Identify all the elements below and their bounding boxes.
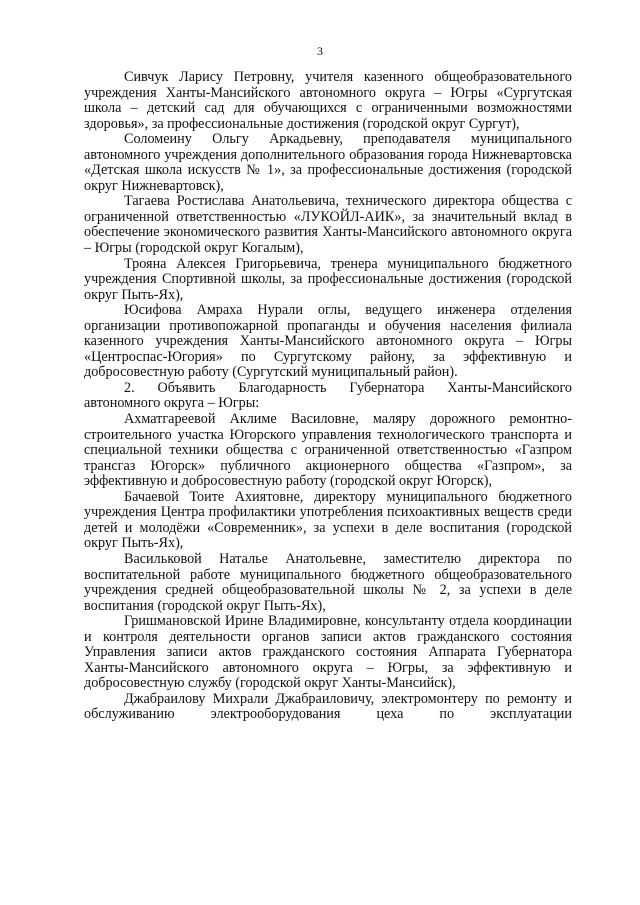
document-body bbox=[84, 70, 572, 723]
paragraph-tagaev: Тагаева Ростислава Анатольевича, технического директора общества с ограниченной ответственностью «ЛУКОЙЛ-АИК», за значительный вклад в обеспечение экономического развития Ханты-Мансийского автономного округа – Югры (городской округ Когалым), bbox=[84, 193, 572, 257]
paragraph-section-2: 2. Объявить Благодарность Губернатора Ханты-Мансийского автономного округа – Югры: bbox=[84, 379, 572, 412]
page-number: 3 bbox=[317, 44, 323, 58]
paragraph-solomeina: Соломеину Ольгу Аркадьевну, преподавателя муниципального автономного учреждения дополнительного образования города Нижневартовска «Детская школа искусств № 1», за профессиональные достижения (городской округ Нижневартовск), bbox=[84, 131, 572, 194]
paragraph-bachaeva: Бачаевой Тоите Ахиятовне, директору муниципального бюджетного учреждения Центра профилактики употребления психоактивных веществ среди детей и молодёжи «Современник», за успехи в деле воспитания (городской округ Пыть-Ях), bbox=[84, 488, 572, 552]
paragraph-vasilkova: Васильковой Наталье Анатольевне, заместителю директора по воспитательной работе муниципального бюджетного общеобразовательного учреждения средней общеобразовательной школы № 2, за успехи в деле воспитания (городской округ Пыть-Ях), bbox=[84, 550, 572, 614]
paragraph-grishmanovskaya: Гришмановской Ирине Владимировне, консультанту отдела координации и контроля деятельности органов записи актов гражданского состояния Управления записи актов гражданского состояния Аппарата Губернатора Ханты-Мансийского автономного округа – Югры, за эффективную и добросовестную службу (городской округ Ханты-Мансийск), bbox=[84, 613, 572, 692]
paragraph-dzhabrailov: Джабраилову Михрали Джабраиловичу, электромонтеру по ремонту и обслуживанию электрооборудования цеха по эксплуатации bbox=[84, 690, 572, 723]
paragraph-yusifov: Юсифова Амраха Нурали оглы, ведущего инженера отделения организации противопожарной пропаганды и обучения населения филиала казенного учреждения Ханты-Мансийского автономного округа – Югры «Центроспас-Югория» по Сургутскому району, за эффективную и добросовестную работу (Сургутский муниципальный район). bbox=[84, 302, 572, 381]
paragraph-akhmatgareeva: Ахматгареевой Аклиме Василовне, маляру дорожного ремонтно-строительного участка Югорского управления технологического транспорта и специальной техники общества с ограниченной ответственностью «Газпром трансгаз Югорск» публичного акционерного общества «Газпром», за эффективную и добросовестную работу (городской округ Югорск), bbox=[84, 411, 572, 490]
paragraph-troyan: Трояна Алексея Григорьевича, тренера муниципального бюджетного учреждения Спортивной школы, за профессиональные достижения (городской округ Пыть-Ях), bbox=[84, 255, 572, 303]
paragraph-sivchuk: Сивчук Ларису Петровну, учителя казенного общеобразовательного учреждения Ханты-Мансийского автономного округа – Югры «Сургутская школа – детский сад для обучающихся с ограниченными возможностями здоровья», за профессиональные достижения (городской округ Сургут), bbox=[84, 69, 572, 132]
